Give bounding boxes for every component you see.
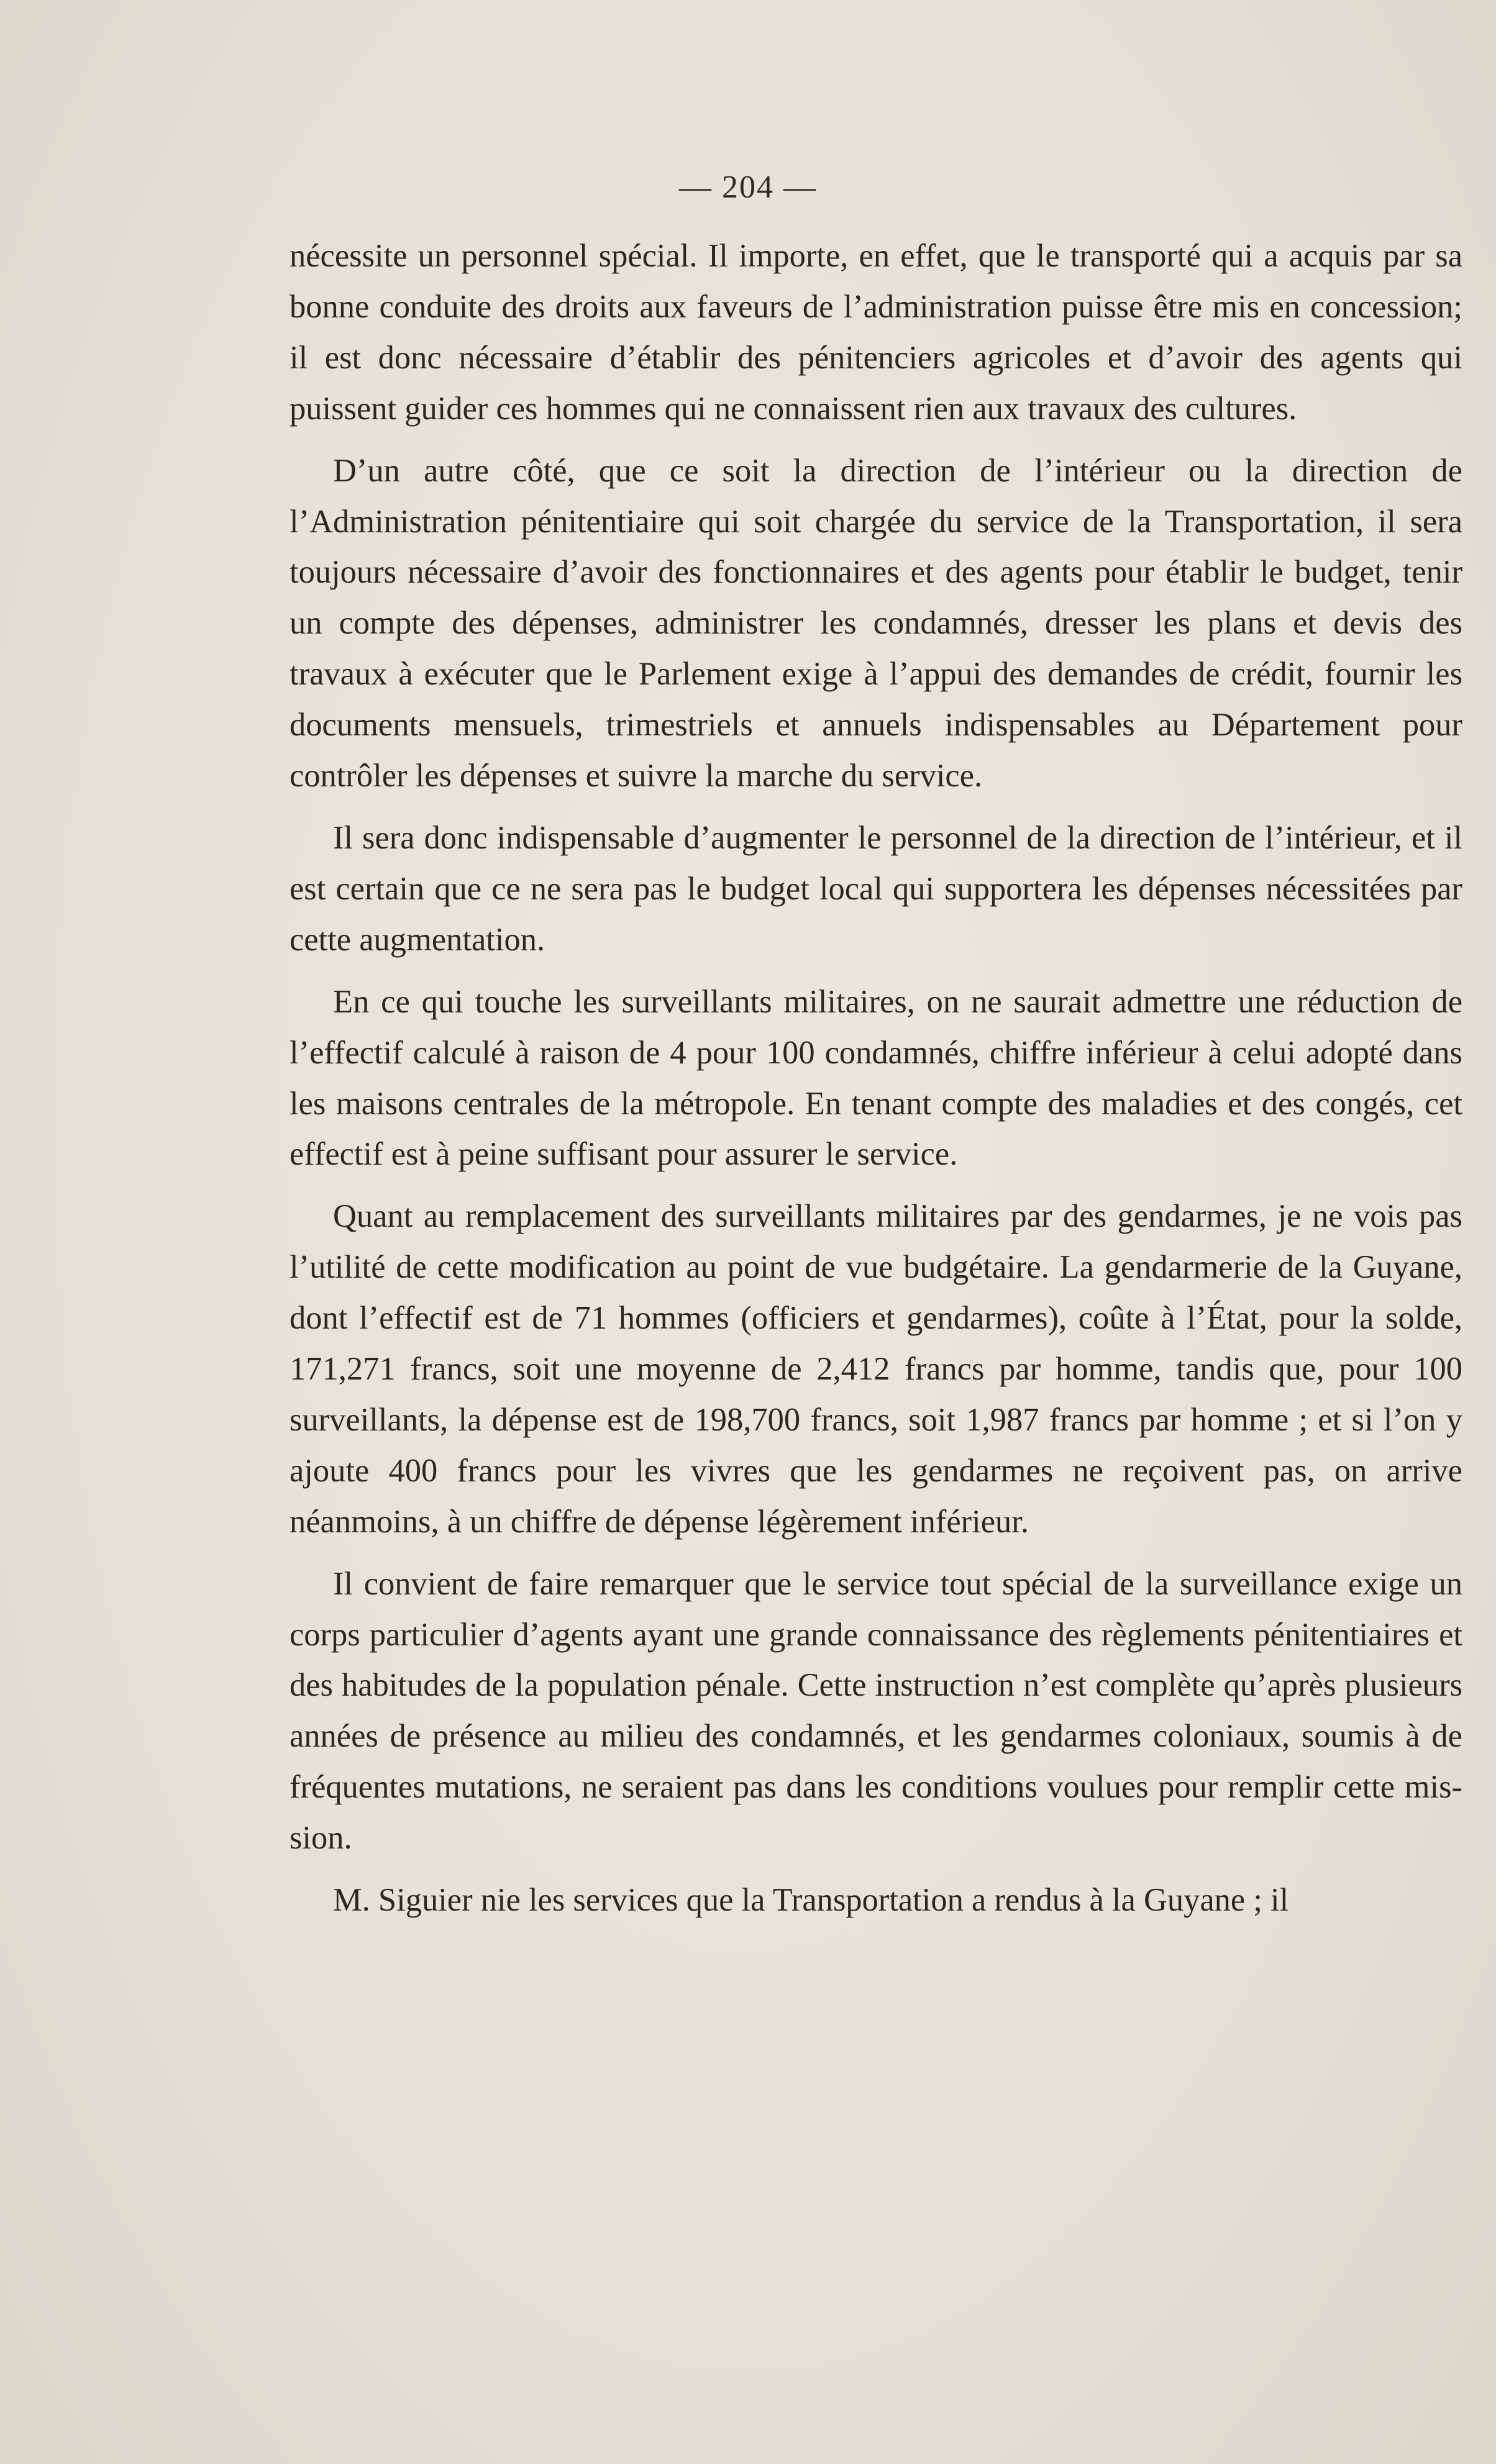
paragraph-6: Il convient de faire remarquer que le service tout spécial de la surveillance exige un corps particulier d’agents ayant une grande connaissance des règlements pénitentiaires et des habitudes de la population pénale. Cette instruction n’est complète qu’après plusieurs années de présence au milieu des condamnés, et les gendarmes coloniaux, soumis à de fréquentes mutations, ne seraient pas dans les conditions voulues pour remplir cette mission.: [290, 1565, 1462, 1857]
paragraph-3: Il sera donc indispensable d’augmenter le personnel de la direction de l’intérieur, et il est certain que ce ne sera pas le budget local qui supportera les dépenses nécessitées par cette augmentation.: [290, 819, 1462, 958]
paragraph-1: nécessite un personnel spécial. Il importe, en effet, que le transporté qui a acquis par sa bonne conduite des droits aux faveurs de l’administration puisse être mis en concession; il est donc nécessaire d’établir des pénitenciers agricoles et d’avoir des agents qui puissent guider ces hommes qui ne connaissent rien aux travaux des cultures.: [290, 238, 1462, 427]
paragraph-7: M. Siguier nie les services que la Transportation a rendus à la Guyane ; il: [333, 1882, 1289, 1919]
page-number: — 204 —: [679, 170, 817, 205]
paragraph-4: En ce qui touche les surveillants militaires, on ne saurait admettre une réduction de l’effectif calculé à raison de 4 pour 100 condamnés, chiffre inférieur à celui adopté dans les maisons centrales de la métropole. En tenant compte des maladies et des congés, cet effectif est à peine suffisant pour assurer le service.: [290, 983, 1462, 1173]
body-text: [290, 231, 1462, 1926]
paragraph-2: D’un autre côté, que ce soit la direction de l’intérieur ou la direction de l’Administration pénitentiaire qui soit chargée du service de la Transportation, il sera toujours nécessaire d’avoir des fonctionnaires et des agents pour établir le budget, tenir un compte des dépenses, administrer les condamnés, dresser les plans et devis des travaux à exécuter que le Parlement exige à l’appui des demandes de crédit, fournir les documents mensuels, trimestriels et annuels indispensables au Département pour contrôler les dépenses et suivre la marche du service.: [290, 452, 1462, 794]
paragraph-5: Quant au remplacement des surveillants militaires par des gendarmes, je ne vois pas l’utilité de cette modification au point de vue budgétaire. La gendarmerie de la Guyane, dont l’effectif est de 71 hommes (officiers et gendarmes), coûte à l’État, pour la solde, 171,271 francs, soit une moyenne de 2,412 francs par homme, tandis que, pour 100 surveillants, la dépense est de 198,700 francs, soit 1,987 francs par homme ; et si l’on y ajoute 400 francs pour les vivres que les gendarmes ne reçoivent pas, on arrive néanmoins, à un chiffre de dépense légèrement inférieur.: [290, 1198, 1462, 1540]
